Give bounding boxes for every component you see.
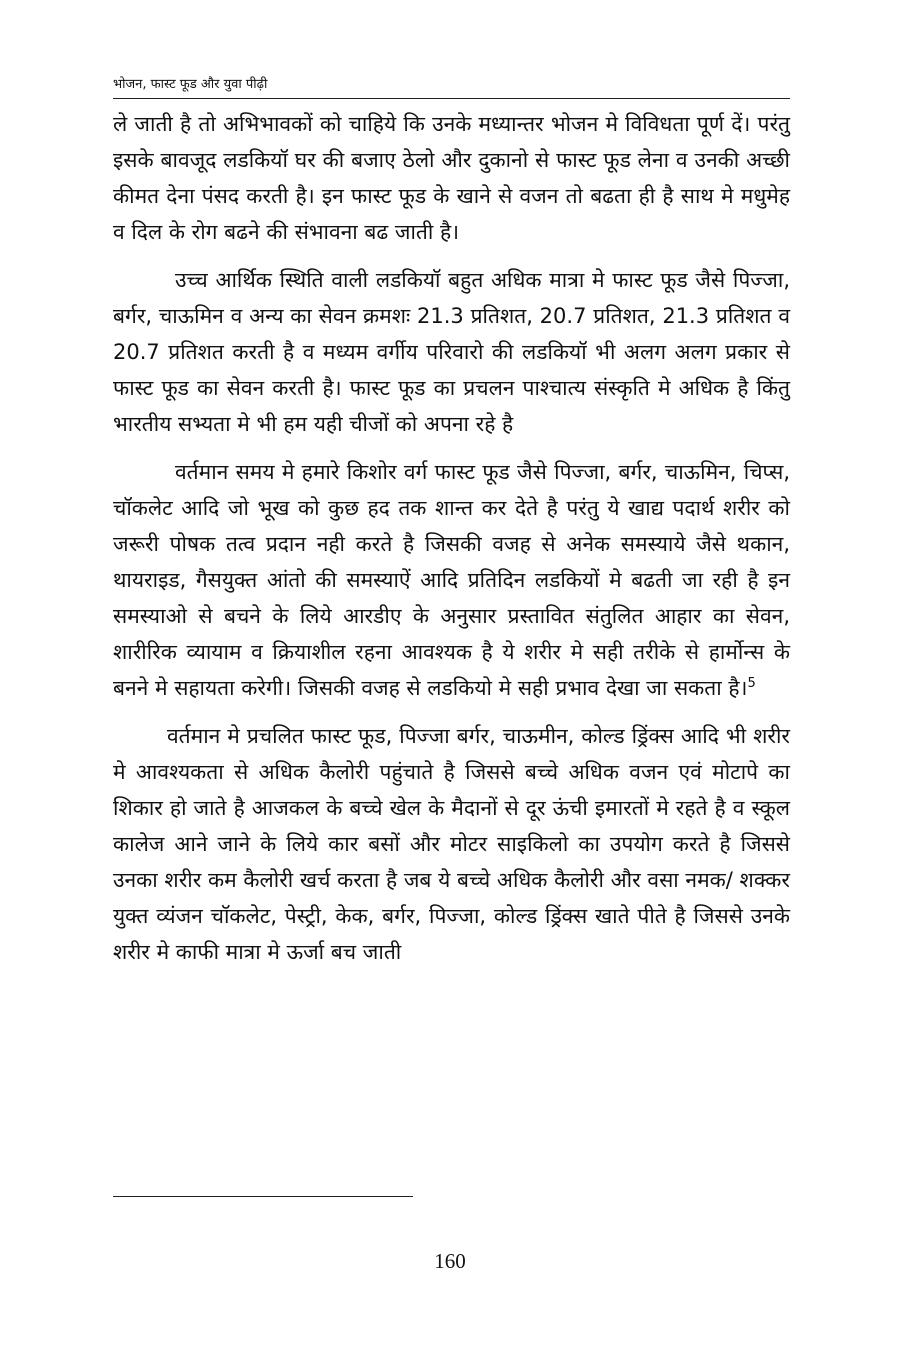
running-header: भोजन, फास्ट फूड और युवा पीढ़ी xyxy=(113,76,790,99)
paragraph-4 xyxy=(113,718,790,970)
paragraph-3-text: वर्तमान समय मे हमारे किशोर वर्ग फास्ट फूड जैसे पिज्जा, बर्गर, चाऊमिन, चिप्स, चॉकलेट आदि जो भूख को कुछ हद तक शान्त कर देते है परंतु ये खाद्य पदार्थ शरीर को जरूरी पोषक तत्व प्रदान नही करते है जिसकी वजह से अनेक समस्याये जैसे थकान, थायराइड, गैसयुक्त आंतो की समस्याऐं आदि प्रतिदिन लडकियों मे बढती जा रही है इन समस्याओ से बचने के लिये आरडीए के अनुसार प्रस्तावित संतुलित आहार का सेवन, शारीरिक व्यायाम व क्रियाशील रहना आवश्यक है ये शरीर मे सही तरीके से हार्मोन्स के बनने मे सहायता करेगी। जिसकी वजह से लडकियो मे सही प्रभाव देखा जा सकता है। xyxy=(113,460,790,700)
body-text xyxy=(113,106,790,982)
footnote-divider xyxy=(113,1196,413,1197)
footnote-reference: 5 xyxy=(747,676,756,691)
paragraph-3 xyxy=(113,454,790,706)
paragraph-4-text: वर्तमान मे प्रचलित फास्ट फूड, पिज्जा बर्गर, चाऊमीन, कोल्ड ड्रिंक्स आदि भी शरीर मे आवश्यकता से अधिक कैलोरी पहुंचाते है जिससे बच्चे अधिक वजन एवं मोटापे का शिकार हो जाते है आजकल के बच्चे खेल के मैदानों से दूर ऊंची इमारतों मे रहते है व स्कूल कालेज आने जाने के लिये कार बसों और मोटर साइकिलो का उपयोग करते है जिससे उनका शरीर कम कैलोरी खर्च करता है जब ये बच्चे अधिक कैलोरी और वसा नमक/ शक्कर युक्त व्यंजन चॉकलेट, पेस्ट्री, केक, बर्गर, पिज्जा, कोल्ड ड्रिंक्स खाते पीते है जिससे उनके शरीर मे काफी मात्रा मे ऊर्जा बच जाती xyxy=(113,724,790,964)
page-number: 160 xyxy=(434,1249,466,1273)
paragraph-1 xyxy=(113,106,790,250)
paragraph-1-text: ले जाती है तो अभिभावकों को चाहिये कि उनके मध्यान्तर भोजन मे विविधता पूर्ण दें। परंतु इसके बावजूद लडकियॉ घर की बजाए ठेलो और दुकानो से फास्ट फूड लेना व उनकी अच्छी कीमत देना पंसद करती है। इन फास्ट फूड के खाने से वजन तो बढता ही है साथ मे मधुमेह व दिल के रोग बढने की संभावना बढ जाती है। xyxy=(113,112,790,244)
paragraph-2 xyxy=(113,262,790,442)
paragraph-2-text: उच्च आर्थिक स्थिति वाली लडकियॉ बहुत अधिक मात्रा मे फास्ट फूड जैसे पिज्जा, बर्गर, चाऊमिन व अन्य का सेवन क्रमशः 21.3 प्रतिशत, 20.7 प्रतिशत, 21.3 प्रतिशत व 20.7 प्रतिशत करती है व मध्यम वर्गीय परिवारो की लडकियॉ भी अलग अलग प्रकार से फास्ट फूड का सेवन करती है। फास्ट फूड का प्रचलन पाश्चात्य संस्कृति मे अधिक है किंतु भारतीय सभ्यता मे भी हम यही चीजों को अपना रहे है xyxy=(113,268,790,436)
